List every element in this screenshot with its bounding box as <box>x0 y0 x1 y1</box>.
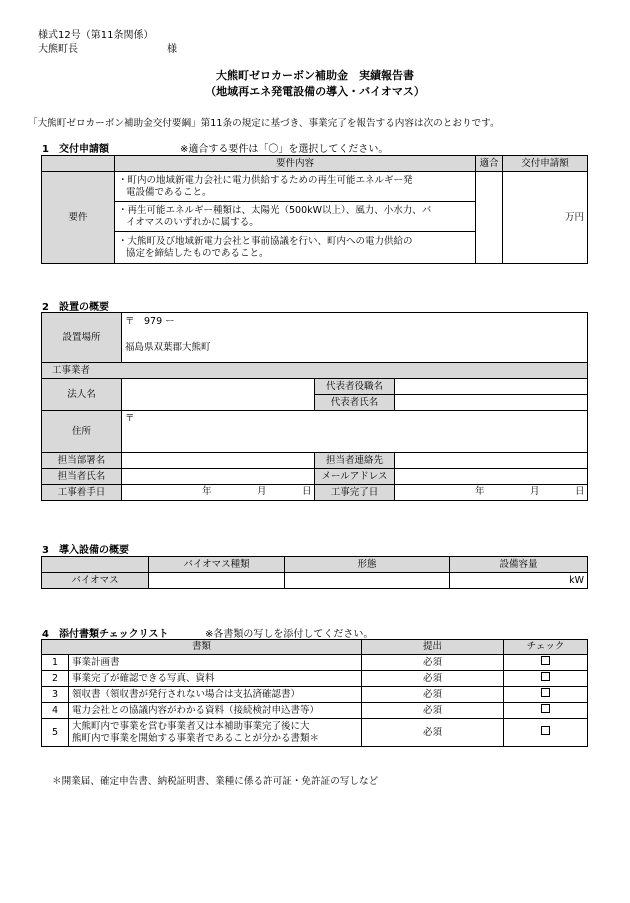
end-date-input[interactable] <box>395 485 588 501</box>
honorific: 様 <box>167 44 177 55</box>
check-cell <box>504 687 588 703</box>
row-number: 3 <box>42 687 69 703</box>
table-row <box>42 671 588 687</box>
section2-heading: 2 設置の概要 <box>42 302 109 313</box>
document-name <box>69 703 362 719</box>
equipment-table <box>41 556 588 589</box>
col-submit: 提出 <box>362 640 504 655</box>
check-cell <box>504 719 588 747</box>
dept-label: 担当部署名 <box>42 453 122 469</box>
checkbox[interactable] <box>541 672 550 681</box>
requirements-table <box>41 155 588 264</box>
table-row <box>42 719 588 747</box>
form-input[interactable] <box>285 573 450 589</box>
person-input[interactable] <box>122 469 315 485</box>
fit-input[interactable] <box>476 172 503 264</box>
requirement-2-line1: ・再生可能エネルギー種類は、太陽光（500kW以上）、風力、小水力、バ <box>118 204 432 216</box>
document-name <box>69 719 362 747</box>
biomass-type-input[interactable] <box>149 573 285 589</box>
requirement-3 <box>115 232 476 264</box>
section1-note: ※適合する要件は「〇」を選択してください。 <box>180 144 389 155</box>
attachment-table <box>41 639 588 747</box>
checkbox[interactable] <box>541 726 550 735</box>
capacity-input[interactable] <box>450 573 588 589</box>
location-value: 福島県双葉郡大熊町 <box>125 342 211 353</box>
check-cell <box>504 671 588 687</box>
biomass-row-label: バイオマス <box>42 573 149 589</box>
document-name <box>69 655 362 671</box>
corner-cell <box>42 156 115 172</box>
row-number: 1 <box>42 655 69 671</box>
check-cell <box>504 703 588 719</box>
rep-name-input[interactable] <box>395 395 588 411</box>
footnote: ＊開業届、確定申告書、納税証明書、業種に係る許可証・免許証の写しなど <box>52 776 379 787</box>
start-label: 工事着手日 <box>42 485 122 501</box>
section4-note: ※各書類の写しを添付してください。 <box>205 629 374 640</box>
document-name-line1: 事業完了が確認できる写真、資料 <box>72 672 215 684</box>
document-name-line1: 事業計画書 <box>72 656 120 668</box>
start-day: 日 <box>302 486 312 497</box>
table-row <box>42 703 588 719</box>
contractor-header: 工事業者 <box>42 363 588 379</box>
col-capacity: 設備容量 <box>450 557 588 573</box>
row-number: 2 <box>42 671 69 687</box>
rep-title-input[interactable] <box>395 379 588 395</box>
document-name-line2: 熊町内で事業を開始する事業者であることが分かる書類＊ <box>72 732 320 744</box>
requirement-2-line2: イオマスのいずれかに属する。 <box>126 216 259 228</box>
start-year: 年 <box>202 486 212 497</box>
person-label: 担当者氏名 <box>42 469 122 485</box>
col-form: 形態 <box>285 557 450 573</box>
rep-name-label: 代表者氏名 <box>315 395 395 411</box>
end-year: 年 <box>475 486 485 497</box>
contact-label: 担当者連絡先 <box>315 453 395 469</box>
col-requirement: 要件内容 <box>115 156 476 172</box>
end-day: 日 <box>575 486 585 497</box>
checkbox[interactable] <box>541 704 550 713</box>
submit-status: 必須 <box>362 719 504 747</box>
submit-status: 必須 <box>362 655 504 671</box>
section1-heading: 1 交付申請額 <box>42 144 109 155</box>
document-name-line1: 領収書（領収書が発行されない場合は支払済確認書） <box>72 688 301 700</box>
location-input[interactable] <box>122 313 588 363</box>
start-date-input[interactable] <box>122 485 315 501</box>
contact-input[interactable] <box>395 453 588 469</box>
col-fit: 適合 <box>476 156 503 172</box>
location-label: 設置場所 <box>42 313 122 363</box>
rep-title-label: 代表者役職名 <box>315 379 395 395</box>
row-number: 4 <box>42 703 69 719</box>
document-name-line1: 大熊町内で事業を営む事業者又は本補助事業完了後に大 <box>72 720 310 732</box>
requirement-2 <box>115 202 476 232</box>
requirement-1-line2: 電設備であること。 <box>126 186 212 198</box>
checkbox[interactable] <box>541 656 550 665</box>
start-month: 月 <box>257 486 267 497</box>
equipment-corner <box>42 557 149 573</box>
address-label: 住所 <box>42 411 122 453</box>
document-name <box>69 687 362 703</box>
submit-status: 必須 <box>362 671 504 687</box>
intro-text: 「大熊町ゼロカーボン補助金交付要綱」第11条の規定に基づき、事業完了を報告する内容は次のとおりです。 <box>28 118 500 129</box>
requirement-3-line1: ・大熊町及び地域新電力会社と事前協議を行い、町内への電力供給の <box>118 235 413 247</box>
title-line1: 大熊町ゼロカーボン補助金 実績報告書 <box>216 69 414 82</box>
installation-table <box>41 312 588 501</box>
col-doc: 書類 <box>42 640 362 655</box>
dept-input[interactable] <box>122 453 315 469</box>
section3-heading: 3 導入設備の概要 <box>42 545 129 556</box>
address-input[interactable] <box>122 411 588 453</box>
requirement-3-line2: 協定を締結したものであること。 <box>126 247 269 259</box>
form-number: 様式12号（第11条関係） <box>38 30 154 41</box>
submit-status: 必須 <box>362 703 504 719</box>
requirement-row-label: 要件 <box>42 172 115 264</box>
end-label: 工事完了日 <box>315 485 395 501</box>
location-postal: 〒 979 ー <box>125 316 175 327</box>
amount-unit: 万円 <box>564 211 584 223</box>
checkbox[interactable] <box>541 688 550 697</box>
mail-label: メールアドレス <box>315 469 395 485</box>
document-name-line1: 電力会社との協議内容がわかる資料（接続検討申込書等） <box>72 704 320 716</box>
corp-input[interactable] <box>122 379 315 411</box>
submit-status: 必須 <box>362 687 504 703</box>
address-postal: 〒 <box>125 413 135 424</box>
requirement-1 <box>115 172 476 202</box>
table-row <box>42 687 588 703</box>
section4-heading: 4 添付書類チェックリスト <box>42 629 169 640</box>
corp-label: 法人名 <box>42 379 122 411</box>
check-cell <box>504 655 588 671</box>
table-row <box>42 655 588 671</box>
mail-input[interactable] <box>395 469 588 485</box>
col-amount: 交付申請額 <box>503 156 588 172</box>
title-line2: （地域再エネ発電設備の導入・バイオマス） <box>205 85 425 98</box>
document-name <box>69 671 362 687</box>
addressee: 大熊町長 <box>38 44 78 55</box>
requirement-1-line1: ・町内の地域新電力会社に電力供給するための再生可能エネルギー発 <box>118 174 413 186</box>
col-biomass-type: バイオマス種類 <box>149 557 285 573</box>
amount-input[interactable] <box>503 172 588 264</box>
capacity-unit: kW <box>569 574 584 586</box>
end-month: 月 <box>530 486 540 497</box>
row-number: 5 <box>42 719 69 747</box>
col-check: チェック <box>504 640 588 655</box>
